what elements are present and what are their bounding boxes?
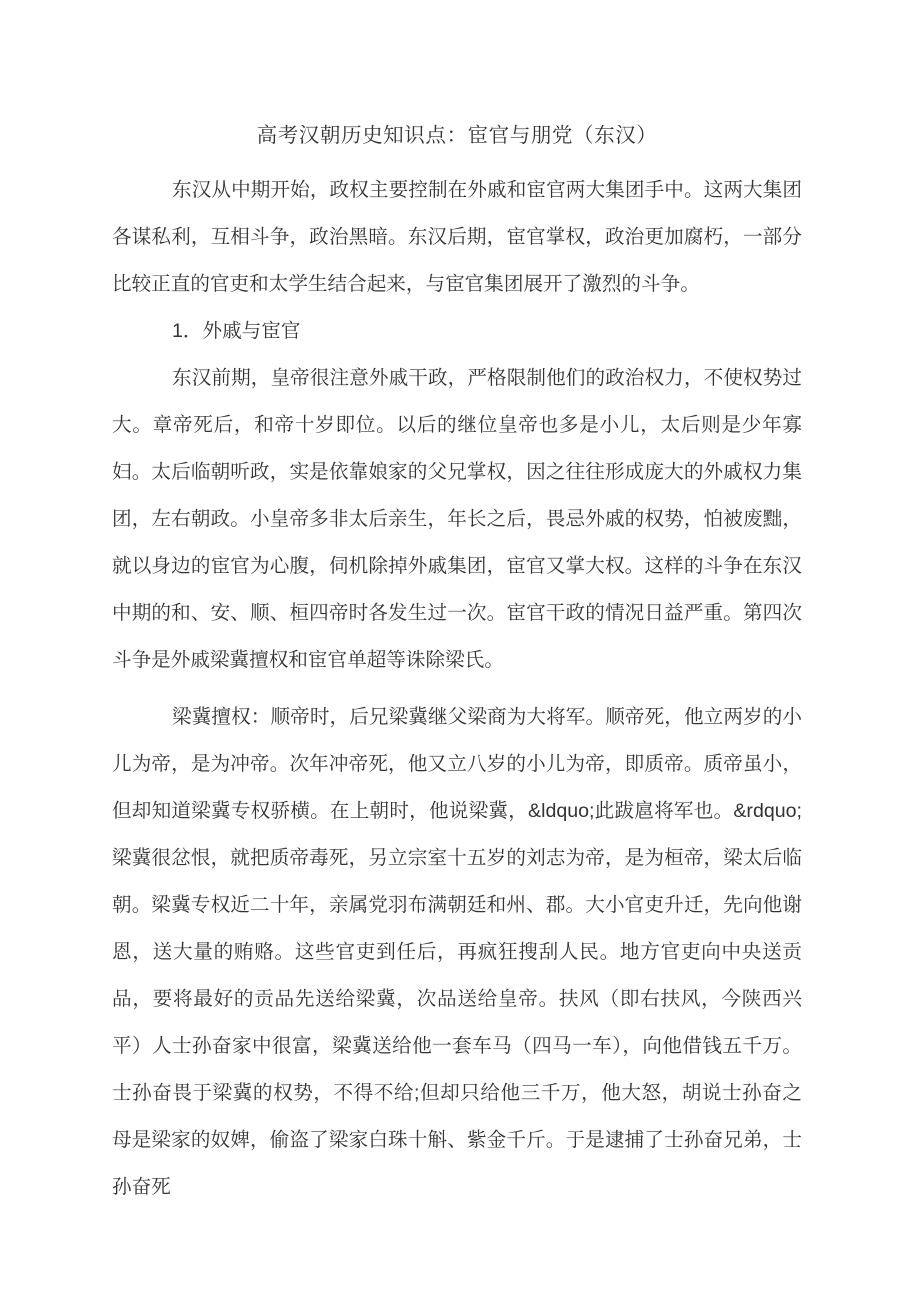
- document-content: [112, 0, 802, 1211]
- section-heading-waiqi-yu-huanguan: 1．外戚与宦官: [172, 320, 301, 342]
- page-title: 高考汉朝历史知识点：宦官与朋党（东汉）: [256, 124, 658, 147]
- paragraph-liangji-shanquan: 梁冀擅权：顺帝时，后兄梁冀继父梁商为大将军。顺帝死，他立两岁的小儿为帝，是为冲帝。次年冲帝死，他又立八岁的小儿为帝，即质帝。质帝虽小，但却知道梁冀专权骄横。在上朝时，他说梁冀，&ldquo;此跋扈将军也。&rdquo;梁冀很忿恨，就把质帝毒死，另立宗室十五岁的刘志为帝，是为桓帝，梁太后临朝。梁冀专权近二十年，亲属党羽布满朝廷和州、郡。大小官吏升迁，先向他谢恩，送大量的贿赂。这些官吏到任后，再疯狂搜刮人民。地方官吏向中央送贡品，要将最好的贡品先送给梁冀，次品送给皇帝。扶风（即右扶风，今陕西兴平）人士孙奋家中很富，梁冀送给他一套车马（四马一车），向他借钱五千万。士孙奋畏于梁冀的权势，不得不给;但却只给他三千万，他大怒，胡说士孙奋之母是梁家的奴婢，偷盗了梁家白珠十斛、紫金千斤。于是逮捕了士孙奋兄弟，士孙奋死: [112, 706, 802, 1198]
- paragraph-intro: 东汉从中期开始，政权主要控制在外戚和宦官两大集团手中。这两大集团各谋私利，互相斗争，政治黑暗。东汉后期，宦官掌权，政治更加腐朽，一部分比较正直的官吏和太学生结合起来，与宦官集团展开了激烈的斗争。: [112, 179, 802, 295]
- paragraph-waiqi-huanguan: 东汉前期，皇帝很注意外戚干政，严格限制他们的政治权力，不使权势过大。章帝死后，和帝十岁即位。以后的继位皇帝也多是小儿，太后则是少年寡妇。太后临朝听政，实是依靠娘家的父兄掌权，因之往往形成庞大的外戚权力集团，左右朝政。小皇帝多非太后亲生，年长之后，畏忌外戚的权势，怕被废黜，就以身边的宦官为心腹，伺机除掉外戚集团，宦官又掌大权。这样的斗争在东汉中期的和、安、顺、桓四帝时各发生过一次。宦官干政的情况日益严重。第四次斗争是外戚梁冀擅权和宦官单超等诛除梁氏。: [112, 367, 802, 671]
